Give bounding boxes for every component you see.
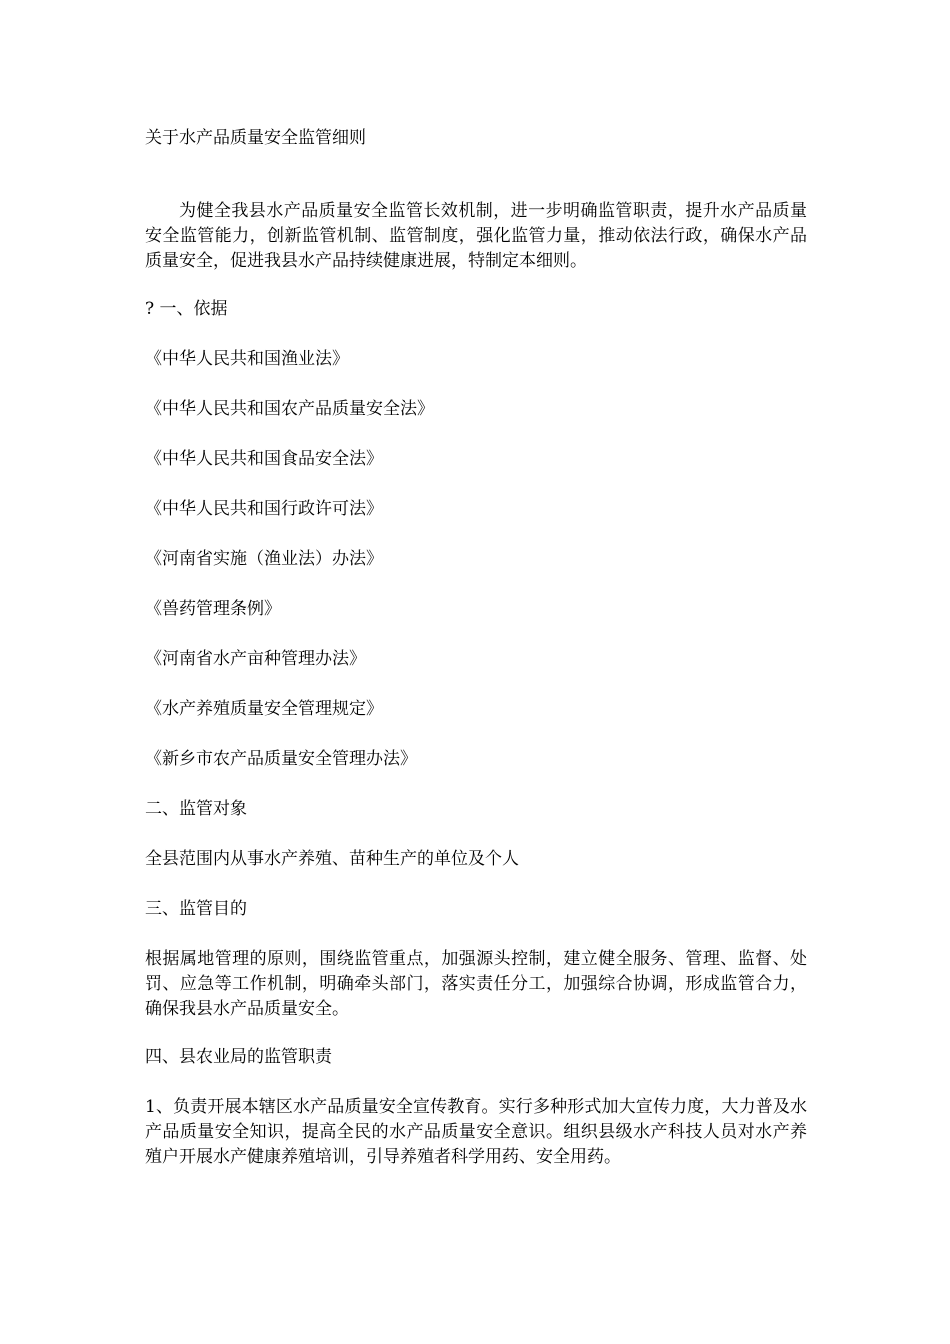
purpose-paragraph: 根据属地管理的原则，围绕监管重点，加强源头控制，建立健全服务、管理、监督、处罚、应急等工作机制，明确牵头部门，落实责任分工，加强综合协调，形成监管合力，确保我县水产品质量安全。: [145, 949, 807, 1019]
basis-item: 《中华人民共和国渔业法》: [145, 349, 349, 369]
duties-item-1: 1、负责开展本辖区水产品质量安全宣传教育。实行多种形式加大宣传力度，大力普及水产品质量安全知识，提高全民的水产品质量安全意识。组织县级水产科技人员对水产养殖户开展水产健康养殖培训，引导养殖者科学用药、安全用药。: [145, 1097, 807, 1167]
basis-item: 《河南省实施（渔业法）办法》: [145, 549, 383, 569]
document-body: [145, 126, 807, 1193]
basis-item: 《新乡市农产品质量安全管理办法》: [145, 749, 417, 769]
intro-paragraph: 为健全我县水产品质量安全监管长效机制，进一步明确监管职责，提升水产品质量安全监管能力，创新监管机制、监管制度，强化监管力量，推动依法行政，确保水产品质量安全，促进我县水产品持续健康进展，特制定本细则。: [145, 201, 807, 271]
section-heading-purpose: 三、监管目的: [145, 899, 247, 919]
basis-item: 《中华人民共和国农产品质量安全法》: [145, 399, 434, 419]
basis-item: 《中华人民共和国食品安全法》: [145, 449, 383, 469]
section-heading-basis: ? 一、依据: [145, 299, 228, 319]
section-heading-targets: 二、监管对象: [145, 799, 247, 819]
basis-item: 《河南省水产亩种管理办法》: [145, 649, 366, 669]
section-heading-duties: 四、县农业局的监管职责: [145, 1047, 332, 1067]
basis-item: 《中华人民共和国行政许可法》: [145, 499, 383, 519]
document-title: 关于水产品质量安全监管细则: [145, 128, 366, 148]
basis-item: 《水产养殖质量安全管理规定》: [145, 699, 383, 719]
basis-item: 《兽药管理条例》: [145, 599, 281, 619]
targets-body: 全县范围内从事水产养殖、苗种生产的单位及个人: [145, 849, 519, 869]
